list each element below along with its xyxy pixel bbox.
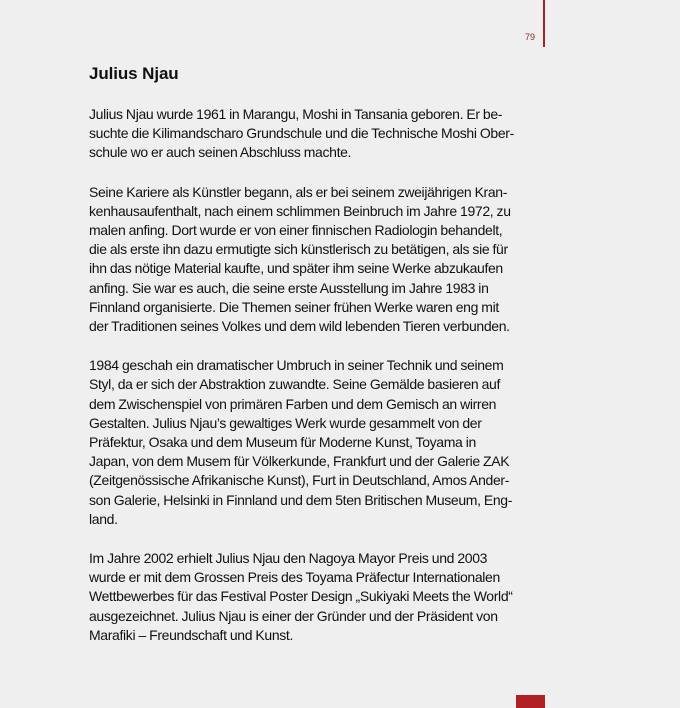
paragraph-line: Marafiki – Freundschaft und Kunst.: [89, 626, 294, 643]
paragraph-line: ihn das nötige Material kaufte, und später ihm seine Werke abzukaufen: [89, 260, 503, 277]
paragraph: [89, 183, 539, 337]
header-rule: [543, 0, 545, 47]
paragraph-line: ausgezeichnet. Julius Njau is einer der Gründer und der Präsident von: [89, 607, 498, 624]
paragraph-line: dem Zwischenspiel von primären Farben und dem Gemisch an wirren: [89, 395, 497, 412]
paragraphs: [89, 105, 539, 645]
paragraph-line: Im Jahre 2002 erhielt Julius Njau den Nagoya Mayor Preis und 2003: [89, 550, 488, 567]
paragraph-line: suchte die Kilimandscharo Grundschule und die Technische Moshi Ober-: [89, 125, 514, 142]
paragraph-line: Präfektur, Osaka und dem Museum für Moderne Kunst, Toyama in: [89, 434, 476, 451]
paragraph-line: 1984 geschah ein dramatischer Umbruch in seiner Technik und seinem: [89, 357, 504, 374]
paragraph-line: Japan, von dem Musem für Völkerkunde, Frankfurt und der Galerie ZAK: [89, 453, 510, 470]
paragraph-line: son Galerie, Helsinki in Finnland und dem 5ten Britischen Museum, Eng-: [89, 491, 513, 508]
paragraph-line: Seine Kariere als Künstler begann, als er bei seinem zweijährigen Kran-: [89, 183, 508, 200]
paragraph: [89, 356, 539, 529]
paragraph-line: der Traditionen seines Volkes und dem wild lebenden Tieren verbunden.: [89, 318, 510, 335]
paragraph-line: schule wo er auch seinen Abschluss machte.: [89, 144, 352, 161]
paragraph-line: Julius Njau wurde 1961 in Marangu, Moshi in Tansania geboren. Er be-: [89, 106, 503, 122]
paragraph-line: kenhausaufenthalt, nach einem schlimmen Beinbruch im Jahre 1972, zu: [89, 202, 511, 219]
paragraph-line: Wettbewerbes für das Festival Poster Design „Sukiyaki Meets the World“: [89, 588, 513, 605]
paragraph: [89, 105, 539, 163]
paragraph: [89, 549, 539, 645]
article-body: [89, 62, 539, 665]
paragraph-line: die als erste ihn dazu ermutigte sich künstlerisch zu betätigen, als sie für: [89, 241, 508, 258]
paragraph-line: land.: [89, 510, 118, 527]
paragraph-line: Styl, da er sich der Abstraktion zuwandte. Seine Gemälde basieren auf: [89, 376, 500, 393]
paragraph-line: Gestalten. Julius Njau’s gewaltiges Werk wurde gesammelt von der: [89, 414, 482, 431]
paragraph-line: wurde er mit dem Grossen Preis des Toyama Präfectur Internationalen: [89, 569, 500, 586]
paragraph-line: malen anfing. Dort wurde er von einer finnischen Radiologin behandelt,: [89, 222, 503, 239]
article-title: Julius Njau: [89, 64, 179, 83]
page-number: 79: [525, 32, 536, 42]
paragraph-line: Finnland organisierte. Die Themen seiner frühen Werke waren eng mit: [89, 298, 499, 315]
corner-tab: [516, 695, 545, 708]
paragraph-line: (Zeitgenössische Afrikanische Kunst), Furt in Deutschland, Amos Ander-: [89, 472, 510, 489]
paragraph-line: anfing. Sie war es auch, die seine erste Ausstellung im Jahre 1983 in: [89, 279, 489, 296]
